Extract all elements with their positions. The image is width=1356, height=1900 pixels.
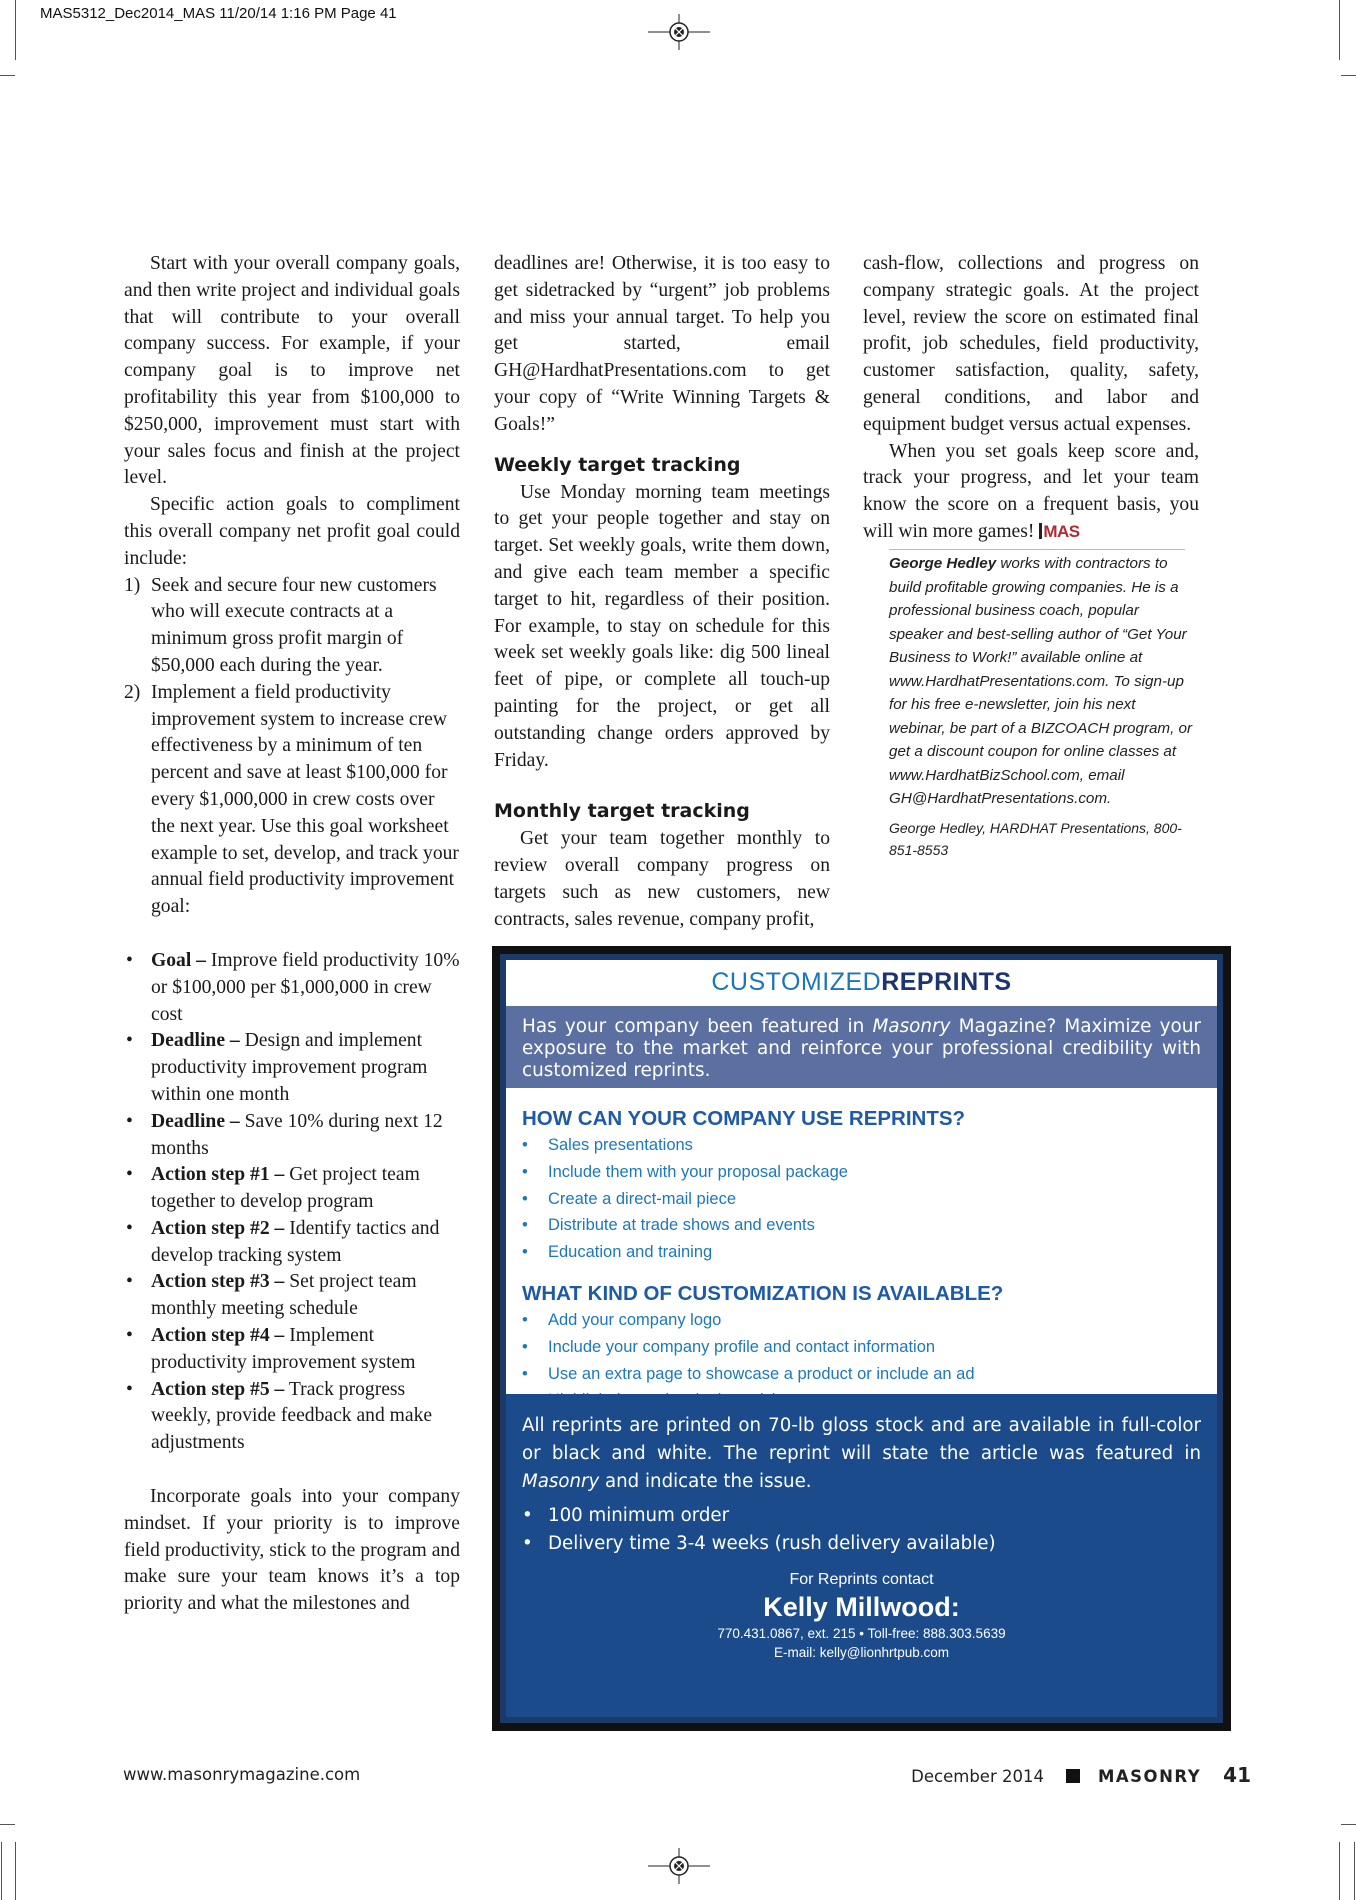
registration-mark-top xyxy=(648,14,710,50)
list-item: • Use an extra page to showcase a product or include an ad xyxy=(522,1364,975,1383)
bullet-item: • Deadline – Design and implement productivity improvement program within one month xyxy=(126,1030,428,1105)
bullet-text: Track progress weekly, provide feedback and make adjustments xyxy=(151,1378,433,1454)
bullet-label: Action step #4 – xyxy=(151,1325,285,1347)
print-details-text: All reprints are printed on 70-lb gloss stock and are available in full-color or black and white. The reprint will state the article was featured in Masonry and indicate the issue. xyxy=(522,1415,1201,1492)
list-item xyxy=(124,680,460,921)
square-separator-icon xyxy=(1066,1769,1080,1783)
list-number: 2) xyxy=(124,681,141,703)
uses-heading: HOW CAN YOUR COMPANY USE REPRINTS? xyxy=(522,1107,966,1130)
crop-mark-bottom-right-2 xyxy=(1354,1842,1355,1900)
paragraph: Start with your overall company goals, and then write project and individual goals that will contribute to your overall company success. For example, if your company goal is to improve net profitability this year from $100,000 to $250,000, improvement must start with your sales focus and finish at the project level. xyxy=(124,253,460,489)
uses-list xyxy=(522,1132,1201,1266)
crop-mark-bottom-left-2 xyxy=(1,1842,2,1900)
paragraph: Get your team together monthly to review overall company progress on targets such as new customers, new contracts, sales revenue, company profit, xyxy=(494,828,830,930)
list-item: • Include your company profile and contact information xyxy=(522,1337,936,1356)
list-item: • Distribute at trade shows and events xyxy=(522,1216,815,1235)
crop-mark-bottom-right-h xyxy=(1341,1824,1356,1825)
footer-url[interactable]: www.masonrymagazine.com xyxy=(123,1765,361,1784)
magazine-name: MASONRY xyxy=(1097,1767,1202,1786)
bio-text xyxy=(889,552,1194,811)
bullet-text: Get project team together to develop program xyxy=(151,1164,420,1213)
paragraph: Specific action goals to compliment this overall company net profit goal could include: xyxy=(124,494,460,569)
list-number: 1) xyxy=(124,574,141,596)
print-slug: MAS5312_Dec2014_MAS 11/20/14 1:16 PM Page 41 xyxy=(40,5,397,22)
subheading-monthly: Monthly target tracking xyxy=(494,800,750,823)
article-column-3 xyxy=(863,251,1199,546)
customization-heading: WHAT KIND OF CUSTOMIZATION IS AVAILABLE? xyxy=(522,1282,1004,1305)
bullet-item: • Action step #4 – Implement productivity improvement system xyxy=(126,1325,416,1373)
bullet-text: Set project team monthly meeting schedule xyxy=(151,1271,417,1320)
subheading-weekly: Weekly target tracking xyxy=(494,453,741,476)
paragraph: cash-flow, collections and progress on company strategic goals. At the project level, review the score on estimated final profit, job schedules, field productivity, customer satisfaction, quality, safety, general conditions, and labor and equipment budget versus actual expenses. xyxy=(863,253,1199,435)
reprints-contact xyxy=(522,1570,1201,1662)
list-item xyxy=(124,573,460,680)
list-item: • Sales presentations xyxy=(522,1136,693,1154)
author-name: George Hedley xyxy=(889,555,997,572)
list-item: • Create a direct-mail piece xyxy=(522,1189,736,1208)
list-item: • Add your company logo xyxy=(522,1311,722,1329)
contact-phone: 770.431.0867, ext. 215 • Toll-free: 888.303.5639 xyxy=(717,1626,1006,1641)
contact-name: Kelly Millwood: xyxy=(763,1592,960,1622)
paragraph: Incorporate goals into your company mindset. If your priority is to improve field productivity, stick to the program and make sure your team knows it’s a top priority and what the milestones and xyxy=(124,1486,460,1615)
author-contact: George Hedley, HARDHAT Presentations, 800-851-8553 xyxy=(889,819,1182,858)
reprints-ad-panel xyxy=(506,960,1217,1717)
bullet-label: Deadline – xyxy=(151,1110,240,1132)
bullet-text: Implement productivity improvement system xyxy=(151,1325,416,1373)
bullet-label: Goal – xyxy=(151,949,206,971)
registration-mark-bottom xyxy=(648,1848,710,1884)
crop-mark-bottom-left-h xyxy=(0,1824,15,1825)
reprints-ad-title: CUSTOMIZEDREPRINTS xyxy=(711,968,1012,996)
uses-section xyxy=(522,1106,1201,1266)
worksheet-bullet-list xyxy=(124,948,460,1457)
list-item: • 100 minimum order xyxy=(522,1505,730,1526)
crop-mark-top-right xyxy=(1339,0,1340,60)
reprints-ad xyxy=(492,946,1231,1731)
reprints-intro: Has your company been featured in Masonry Magazine? Maximize your exposure to the market and reinforce your professional credibility with customized reprints. xyxy=(506,1006,1217,1088)
bullet-item: • Deadline – Save 10% during next 12 months xyxy=(126,1110,443,1159)
bio-divider xyxy=(889,549,1185,550)
list-item: • Delivery time 3-4 weeks (rush delivery available) xyxy=(522,1533,996,1554)
crop-mark-top-right-h xyxy=(1341,75,1356,76)
footer-folio xyxy=(911,1763,1251,1787)
issue-date: December 2014 xyxy=(911,1767,1044,1786)
bullet-label: Action step #2 – xyxy=(151,1217,285,1239)
bullet-item: • Action step #3 – Set project team monthly meeting schedule xyxy=(126,1271,417,1320)
bio-body: works with contractors to build profitable growing companies. He is a professional business coach, popular speaker and best-selling author of “Get Your Business to Work!” available online at www.HardhatPresentations.com. To sign-up for his free e-newsletter, join his next webinar, be part of a BIZCOACH program, or get a discount coupon for online classes at www.HardhatBizSchool.com, email GH@HardhatPresentations.com. xyxy=(889,555,1193,807)
paragraph: deadlines are! Otherwise, it is too easy to get sidetracked by “urgent” job problems and miss your annual target. To help you get started, email GH@HardhatPresentations.com to get your copy of “Write Winning Targets & Goals!” xyxy=(494,253,830,435)
contact-email[interactable]: E-mail: kelly@lionhrtpub.com xyxy=(773,1645,949,1660)
contact-label: For Reprints contact xyxy=(789,1571,934,1588)
bullet-text: Design and implement productivity improvement program within one month xyxy=(151,1030,428,1105)
crop-mark-bottom-right xyxy=(1339,1842,1340,1900)
bullet-text: Save 10% during next 12 months xyxy=(151,1110,443,1159)
bullet-item: • Action step #1 – Get project team together to develop program xyxy=(126,1164,420,1213)
end-of-article-mark: MAS xyxy=(1039,522,1079,541)
order-terms-list xyxy=(522,1502,1201,1558)
list-item-text: Seek and secure four new customers who will execute contracts at a minimum gross profit margin of $50,000 each during the year. xyxy=(151,574,437,676)
author-bio xyxy=(889,552,1194,861)
bullet-item: • Action step #5 – Track progress weekly, provide feedback and make adjustments xyxy=(126,1378,433,1454)
crop-mark-top-left-h xyxy=(0,75,15,76)
paragraph: Use Monday morning team meetings to get your people together and stay on target. Set weekly goals, write them down, and give each team member a specific target to hit, regardless of their position. For example, to stay on schedule for this week set weekly goals like: dig 500 lineal feet of pipe, or complete all touch-up painting for the project, or get all outstanding change orders approved by Friday. xyxy=(494,481,830,771)
bullet-item: • Action step #2 – Identify tactics and develop tracking system xyxy=(126,1217,440,1266)
list-item: • Education and training xyxy=(522,1243,713,1262)
bullet-label: Action step #3 – xyxy=(151,1271,285,1293)
bullet-text: Identify tactics and develop tracking system xyxy=(151,1217,440,1266)
bullet-label: Action step #1 – xyxy=(151,1164,285,1186)
crop-mark-bottom-left xyxy=(15,1842,16,1900)
bullet-label: Deadline – xyxy=(151,1030,240,1052)
list-item: • Include them with your proposal package xyxy=(522,1162,848,1181)
bullet-label: Action step #5 – xyxy=(151,1378,285,1400)
paragraph xyxy=(863,439,1199,546)
article-column-2 xyxy=(494,251,830,934)
page-number: 41 xyxy=(1223,1763,1251,1787)
article-column-1 xyxy=(124,251,460,1618)
bullet-text: Improve field productivity 10% or $100,000 per $1,000,000 in crew cost xyxy=(151,949,460,1025)
closing-text: When you set goals keep score and, track your progress, and let your team know the score on a frequent basis, you will win more games! xyxy=(863,440,1199,542)
reprints-details xyxy=(506,1394,1217,1717)
bullet-item: • Goal – Improve field productivity 10% or $100,000 per $1,000,000 in crew cost xyxy=(126,949,460,1025)
crop-mark-top-left xyxy=(15,0,16,60)
list-item-text: Implement a field productivity improvement system to increase crew effectiveness by a minimum of ten percent and save at least $100,000 for every $1,000,000 in crew costs over the next year. Use this goal worksheet example to set, develop, and track your annual field productivity improvement goal: xyxy=(151,681,459,918)
goal-list xyxy=(124,573,460,921)
